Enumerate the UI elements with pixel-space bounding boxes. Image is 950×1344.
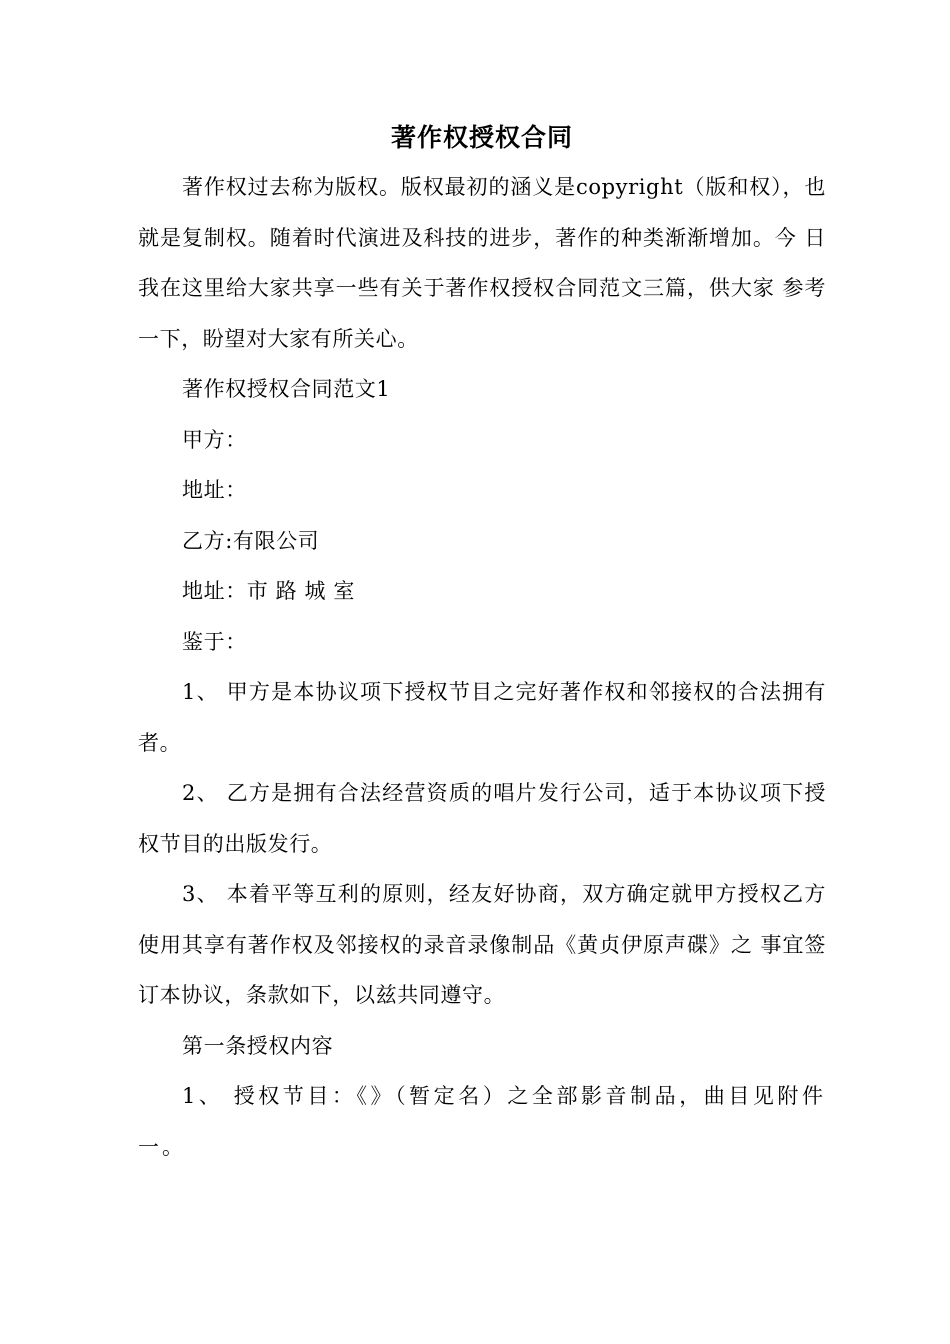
intro-paragraph: 著作权过去称为版权。版权最初的涵义是copyright（版和权），也 就是复制权。随着时代演进及科技的进步，著作的种类渐渐增加。今 日我在这里给大家共享一些有关于著作权授权合同范文三篇，供大家 参考一下，盼望对大家有所关心。: [138, 175, 826, 351]
party-a-line: 甲方：: [182, 427, 247, 452]
document-title: 著作权授权合同: [390, 123, 573, 152]
party-b-line: 乙方:有限公司: [182, 528, 320, 553]
article-1-item-1: 1、 授权节目：《》（暂定名）之全部影音制品，曲目见附件一。: [138, 1084, 826, 1159]
whereas-line: 鉴于：: [182, 629, 247, 654]
article-1-heading: 第一条授权内容: [182, 1033, 334, 1058]
party-a-address-line: 地址：: [182, 478, 247, 502]
party-b-address-line: 地址：市 路 城 室: [182, 579, 356, 603]
clause-2-paragraph: 2、 乙方是拥有合法经营资质的唱片发行公司，适于本协议项下授权节目的出版发行。: [138, 781, 826, 856]
clause-3-paragraph: 3、 本着平等互利的原则，经友好协商，双方确定就甲方授权乙方使用其享有著作权及邻接权的录音录像制品《黄贞伊原声碟》之 事宜签订本协议，条款如下，以兹共同遵守。: [138, 882, 826, 1007]
section-heading: 著作权授权合同范文1: [182, 377, 391, 401]
clause-1-paragraph: 1、 甲方是本协议项下授权节目之完好著作权和邻接权的合法拥有者。: [138, 680, 826, 755]
